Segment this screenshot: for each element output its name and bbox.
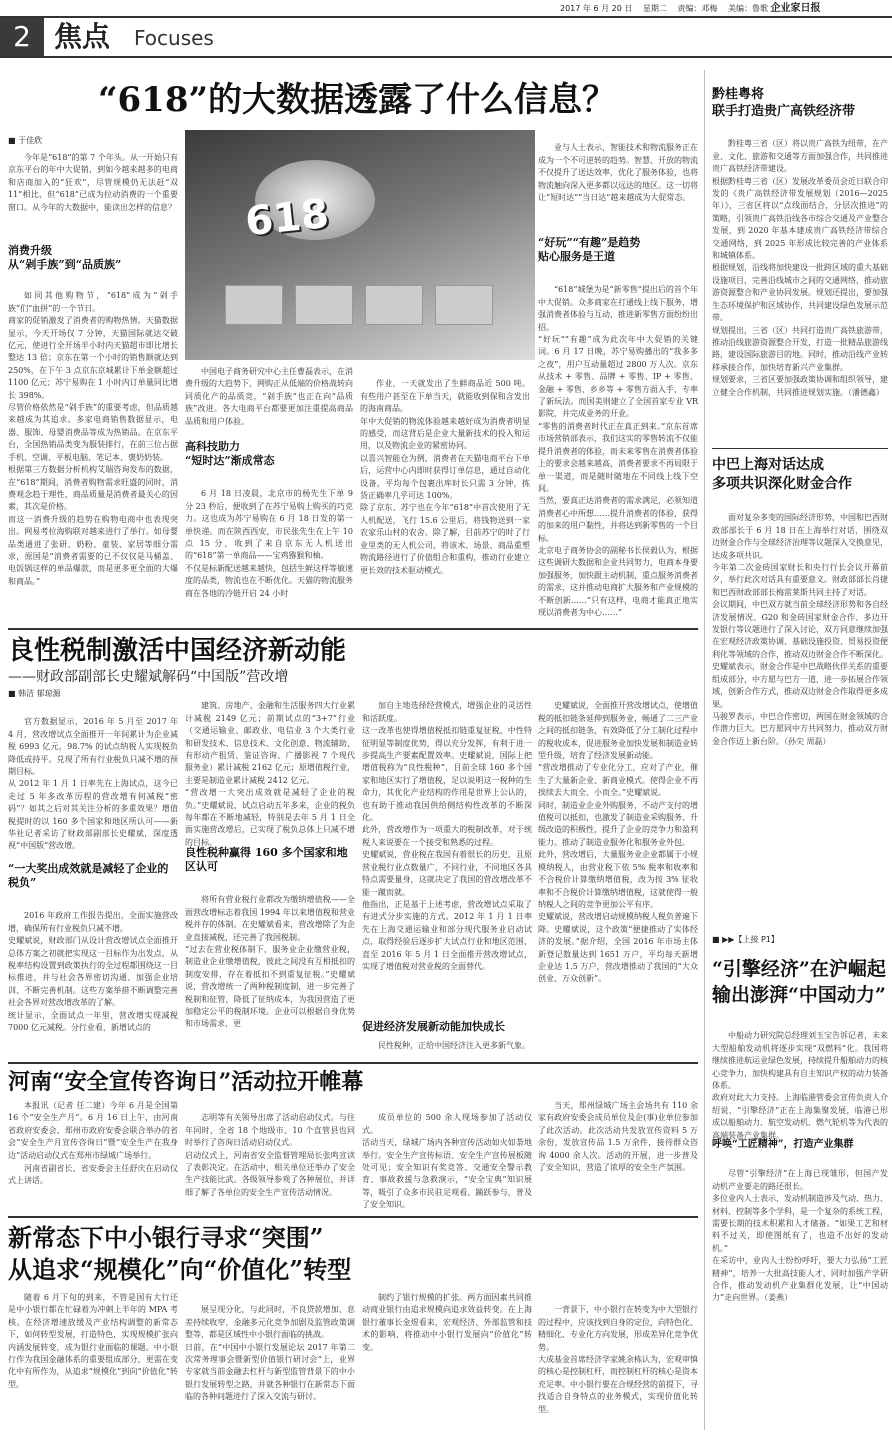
paragraph: 河南省副省长、省安委会主任舒庆在启动仪式上讲话。 bbox=[8, 1164, 178, 1186]
article-tax-col4 bbox=[538, 688, 698, 1058]
page-number: 2 bbox=[0, 18, 44, 56]
paragraph: 民性税种，正给中国经济注入更多新气象。 bbox=[378, 1041, 530, 1050]
article-618-col4b bbox=[538, 272, 698, 624]
paragraph: 如同其他购物节，“618”成为“剁手族”们“血拼”的一个节日。 商家的促销激发了消费者的购物热情。天猫数据显示，今天开场仅 7 分钟，天猫国际就达交破亿元，使进行全开场半小时内天猫超市即比增长整达 13 倍；京东在第一个小时的销售额就达到 250%，在下午 3 点京东京城累计下单金额超过 1100 亿元；苏宁易购在 1 小时内订单量同比增长 398%。 尽管价格依然是“剁手族”的重要考虑，但品质越来越成为其追求。多家电商销售数据显示，电器、服饰、母婴消费品等成为热销品。在京东平台，全国热销品类变为服装排行，在前三位占据手机、空调、平板电脑、笔记本、褒奶奶装。 根据第三方数据分析机构艾瑞咨询发布的数据，在“618”期间，消费者购物需求旺盛的同时，消费观念趋于理性，商品质量是消费者最关心的因素，其次是价格。 而这一消费升级的趋势在购物电商中也表现突出。网易考拉海购联对越来进行了举行。如母婴品类通进了张研、奶粉、童装、家居等细分需求，原国是“消费者需要的已不仅仅是马桶盖、电饭锅这样的单品爆款，而是更多更全面的大爆和商品。” bbox=[8, 291, 178, 586]
article-618-col2b bbox=[185, 476, 353, 624]
paragraph: 加自主地选择经营模式，增强企业的灵活性和活跃度。 这一改革也使得增值税抵扣链重复征税，中性特征明显等制度优势，得以充分发挥，有利于进一步提高生产要素配置效率。史耀斌说，国际上把增值税称为“良性税种”，目前全球 160 多个国家和地区实行了增值税，足以说明这一税种的生命力，其优化产业结构的作用是世界上公认的，也有助于推动我国供给侧结构性改革的不断深化。 此外，营改增作为一项重大的税制改革，对于统税人来说要在一个接受和熟悉的过程。 史耀斌说，营业税在我国有着很长的历史，且原营业税行业点数量广，不同行业，不同地区各具特点需要量身，这就决定了我国的营改增改革不能一蹴而就。 他指出，正是基于上述考虑，营改增试点采取了有进式分步实施的方式。2012 年 1 月 1 日率先在上海交通运输业和部分现代服务业启动试点，取得经验后逐步扩大试点行业和地区范围，直至 2016 年 5 月 1 日全面推开营改增试点，实现了增值税对营业税的全面替代。 bbox=[362, 701, 532, 971]
paragraph: 中国电子商务研究中心主任曹磊表示，在消费升级的大趋势下，网购正从低端的价格战转向同质化产的品质竞，“剁手族”也正在向“品质族”改进。各大电商平台都要更加注重提高商品品质和用户体验。 bbox=[185, 367, 353, 426]
article-tax-sub2: 良性税种赢得 160 多个国家和地区认可 bbox=[185, 846, 348, 873]
article-tax-author: ■ 韩洁 郁琼源 bbox=[8, 689, 61, 698]
paragraph: 黔桂粤三省（区）将以贵广高铁为纽带，在产业、文化、旅游和交通等方面加强合作，共同推进贵广高铁经济带建设。 根据黔桂粤三省（区）发展改革委员会近日联合印发的《贵广高铁经济带发展规划（2016—2025 年）》，三省区将以“点线面结合，分层次推进”的策略，引领贵广高铁沿线各市综合交通及产业整合发展，到 2020 年基本建成贵广高铁经济带综合交通网络，到 2025 年形成比较完善的产业体系和城镇体系。 根据规划，沿线将加快建设一批跨区域的重大基础设施项目，完善沿线城市之间的交通网络，推动旅游资源整合和产业协同发展。规划还提出，要加强生态环境保护和区域协作，共同建设绿色发展示范带。 规划提出，三省（区）共同打造贵广高铁旅游带，推动沿线旅游资源整合开发，打造一批精品旅游线路，建设国际旅游目的地。同时，推动沿线产业转移承接合作，加快培育新兴产业集群。 规划要求，三省区要加强政策协调和组织领导，建立健全合作机制，共同推进规划实施。（潘德鑫） bbox=[712, 139, 888, 397]
divider bbox=[8, 1062, 698, 1064]
newspaper-name: 企业家日报 bbox=[770, 3, 821, 14]
paragraph: 一背景下，中小银行在转变为中大型银行的过程中，应该找到自身的定位，向特色化、精细化、专业化方向发展，形成差异化竞争优势。 大成基金首席经济学家姚余栋认为，宏观审慎的核心是控制杠杆，而控制杠杆的核心是资本充足率。中小银行要在合规经营的前提下，寻找适合自身特点的业务模式，实现价值化转型。 bbox=[538, 1305, 698, 1414]
paragraph: 中船动力研究院总经理刘玉宝告诉记者，未来大型船舶发动机将逐步实现“双燃料”化。我国将继续推进航运业绿色发展，持续提升船舶动力的核心竞争力，加快构建具有自主知识产权的动力装备体系。 政府对此大力支持。上海临港管委会宣传负责人介绍说，“引擎经济”正在上海集聚发展，临港已形成以船舶动力、航空发动机、燃气轮机等为代表的高端装备产业集群。 bbox=[712, 1031, 888, 1140]
paragraph: 制约了银行规模的扩张。两方面因素共同推动商业银行由追求规模向追求效益转变。在上海银行董事长金煜看来，宏观经济、外部监管和技术的影响，将推动中小银行发展向“价值化”转变。 bbox=[362, 1293, 532, 1352]
divider bbox=[712, 448, 888, 449]
promo-poster-title: 618 bbox=[243, 190, 331, 246]
article-tax-col3b bbox=[362, 1040, 532, 1058]
article-china-brazil-body bbox=[712, 500, 888, 920]
article-tax-col3a bbox=[362, 688, 532, 1014]
promo-tag bbox=[365, 285, 423, 325]
article-618-sub3: “好玩”“有趣”是趋势 贴心服务是王道 bbox=[538, 236, 641, 263]
article-guiguang-title: 黔桂粤将 联手打造贵广高铁经济带 bbox=[712, 87, 856, 119]
article-tax-sub3: 促进经济发展新动能加快成长 bbox=[362, 1020, 505, 1033]
paragraph: 当天，郑州绿城广场主会场共有 110 余家有政府安委会成员单位及企(事)业单位参加了此次活动。此次活动共发放宣传资料 5 万余份，发放宣传品 1.5 万余件，接待群众咨询 4000 余人次。活动的开展，进一步普及了安全知识，营造了浓厚的安全生产氛围。 bbox=[538, 1101, 698, 1173]
paragraph: 成员单位的 500 余人现场参加了活动仪式。 活动当天，绿城广场内各种宣传活动如火如荼地举行。安全生产宣传标语、安全生产宣传展板随处可见；安全知识有奖竞答、交通安全警示教育、事故救援与急救演示，“安全宝典”知识展等，吸引了众多市民驻足观看、踊跃参与，普及了安全知识。 bbox=[362, 1113, 532, 1210]
page-meta bbox=[560, 2, 890, 16]
article-bank-col4 bbox=[538, 1292, 698, 1432]
paragraph: 展呈现分化，与此同时，不良贷款增加、息差持续收窄，金融多元化竞争加剧及监管政策调整等，都是区域性中小银行面临的挑战。 日前，在“中国中小银行发展论坛 2017 年第二次常务理事会暨新型价值银行研讨会”上，业界专家就当前金融去杠杆与新型监管背景下的中小银行发展转型之路，并就各种银行在新常态下面临的各种问题进行了深入交流与研讨。 bbox=[185, 1305, 355, 1402]
paragraph: 业与人士表示，智能技术和物流服务正在成为一个不可逆转的趋势。智慧、开放的物流不仅提升了送达效率，优化了服务体验，也将物流触向深入更多都以远达的地区。这一切将让“短时达”“当日达”越来越成为大促常态。 bbox=[538, 143, 698, 203]
article-tax-subtitle: ——财政部副部长史耀斌解码“中国版”营改增 bbox=[8, 669, 289, 685]
continued-label: ■ ▶▶【上接 P1】 bbox=[712, 935, 779, 944]
article-618-lead bbox=[8, 152, 178, 240]
promo-poster-image bbox=[185, 130, 535, 360]
article-618-sub1: 消费升级 从“剁手族”到“品质族” bbox=[8, 244, 122, 271]
article-engine-sub: 呼唤“工匠精神”，打造产业集群 bbox=[712, 1139, 854, 1150]
article-bank-title: 新常态下中小银行寻求“突围” 从追求“规模化”向“价值化”转型 bbox=[8, 1223, 352, 1284]
article-bank-col1 bbox=[8, 1292, 178, 1432]
article-618-col4a bbox=[538, 130, 698, 230]
paragraph: 作业，一天就发出了生鲜商品近 500 吨。有些用户甚至在下单当天，就能收到保和含发出的海南商品。 年中大促销的物流体验越来越好成为消费者明显的感受，而这背后是企业大量新技术的投入和运用，以及物流企业的紧密协同。 以喜兴智能仓为例，消费者在天猫电商平台下单后，运营中心内即时获得订单信息，通过自动化设备，平均每个包裹出库时长只需 3 分钟，拣货正确率几乎可达 100%。 除了京东、苏宁也在今年“618”中首次使用了无人机配送，飞行 15.6 公里后，将钱物送到一家农家乐山村的农舍。除了解，目前苏宁的时了行业里类的无人机公司，将该术、场景、商品重塑物流路径进行了价值组合和重构，推动行业建立更长效的技术驱动模式。 bbox=[360, 379, 530, 575]
article-engine-title: “引擎经济”在沪崛起 输出澎湃“中国动力” bbox=[712, 958, 886, 1006]
article-tax-col2a bbox=[185, 688, 355, 847]
article-618-col3 bbox=[360, 366, 530, 624]
paragraph: 将所有营业税行业都改为缴纳增值税——全面营改增标志着我国 1994 年以来增值税和营业税并存的体制。在史耀斌看来，营改增除了为企业直接减税，还完善了我国税制。 “过去在营业税体制下，服务业企业缴营业税，制造业企业缴增值税，彼此之间没有互相抵扣的制度安排，存在着抵扣不到重复征税。”史耀斌说，营改增统一了两种税制度制，进一步完善了税制和征管，降低了征纳成本，为我国营造了更加稳定公平的税制环境。企业可以根据自身优势和市场需求，更 bbox=[185, 895, 355, 1029]
paragraph: 尽管“引擎经济”在上海已现雏形，但国产发动机产业要走的路还很长。 多位业内人士表示，发动机制造涉及气动、热力、材料、控制等多个学科，是一个复杂的系统工程，需要长期的技术积累和人才储备。“如果工艺和材料不过关，即使图纸有了，也造不出好的发动机。” 在采访中，业内人士纷纷呼吁，要大力弘扬“工匠精神”，培养一大批高技能人才，同时加强产学研合作，推动发动机产业集群化发展，让“中国动力”走向世界。（姜燕） bbox=[712, 1169, 888, 1303]
article-safety-col1 bbox=[8, 1100, 178, 1212]
divider bbox=[8, 628, 698, 630]
paragraph: 6 月 18 日凌晨，北京市的杨先生下单 9 分 23 秒后，便收到了在苏宁易购上购买的巧克力。这也成为苏宁易购在 6 月 18 日发的第一单快递。而在陕西西安，市民张先生在上午 10 点 15 分，收到了来自京东无人机送出的“618”第一单商品——宝鸡猕猴和柚。 不仅是标新配送越来越快，包括生鲜这样等敏速度的品类，物流也在不断优化。天猫的物流服务商在各地的冷链开启 24 小时 bbox=[185, 489, 353, 598]
paragraph: 本报讯（记者 任二建）今年 6 月是全国第 16 个“安全生产月”。6 月 16 日上午，由河南省政府安委会、郑州市政府安委会联合举办的省会“安全生产月宣传咨询日”暨“安全生产在我身边”活动启动仪式在郑州市绿城广场举行。 bbox=[8, 1101, 178, 1160]
article-safety-col2 bbox=[185, 1100, 355, 1212]
column-divider bbox=[704, 70, 705, 1430]
article-tax-col1a bbox=[8, 704, 178, 856]
article-safety-col3 bbox=[362, 1100, 532, 1212]
article-tax-sub1: “一大奖出成效就是减轻了企业的税负” bbox=[8, 862, 169, 889]
paragraph: 史耀斌说，全面推开营改增试点，使增值税的抵扣链条延伸到服务业，畅通了二三产业之间的抵扣链条，有效降低了分工制化过程中的税收成本，促进服务业加快发展和制造业转型升级，培育了经济发展新动能。 “营改增推动了专业化分工，应对了产业，催生了大量新企业、新商业模式。使得企业不再挨续去大而全、小而全。”史耀斌说。 同时，制造业企业外购服务，不动产支付的增值税可以抵扣，也激发了制造业采购服务、升级改造的积极性，提升了企业的竞争力和盈利能力。推动了制造业服务化和服务业外包。 此外，营改增后，大量服务业企业都属于小规模纳税人，由营业税下依 5% 税率和收率和不合税价计算缴纳增值税，改为按 3% 征收率和不合税价计算缴纳增值税，这就使得一般纳税人之间的竞争更加公平有序。 史耀斌说，营改增启动规模纳税人税负普遍下降。史耀斌说，这个政策“便捷推动了实体经济的发展。”据介绍，全国 2016 年市场主体新登记数量达到 1651 万户，平均每天新增企业达 1.5 万户，营改增推动了我国的“大众创业、万众创新”。 bbox=[538, 701, 698, 984]
article-618-col1 bbox=[8, 278, 178, 623]
article-safety-title: 河南“安全宣传咨询日”活动拉开帷幕 bbox=[8, 1069, 364, 1095]
promo-tag bbox=[435, 285, 493, 325]
article-china-brazil-title: 中巴上海对话达成 多项共识深化财金合作 bbox=[712, 457, 852, 492]
paragraph: 2016 年政府工作报告提出，全面实施营改增，确保所有行业税负只减不增。 史耀斌说，财政部门从设计营改增试点全面推开总体方案之初就把实现这一目标作为出发点，从税率结构设置到政策执行的全过程都围绕这一目标推进，并与社会各界密切沟通、加强企业培训、不断完善机制。这些方案举措不断调整完善社会各界对营改增改革的了解。 统计显示，全面试点一年里，营改增实现减税 7000 亿元减税。分行业看，新增试点的 bbox=[8, 911, 178, 1033]
paragraph: 面对复杂多变的国际经济形势，中国和巴西财政部部长于 6 月 18 日在上海举行对话，围绕双边财金合作与全球经济治理等议题深入交换意见，达成多项共识。 今年第二次金砖国家财长和央行行长会议开幕前夕，举行此次对话具有重要意义。财政部部长肖捷和巴西财政部部长梅雷莱斯共同主持了对话。 会议期间，中巴双方就当前全球经济形势和各自经济发展情况、G20 和金砖国家财金合作、多边开发银行等议题进行了深入讨论，双方同意继续加强在宏观经济政策协调、基础设施投资、贸易投资便利化等领域的合作，推动双边财金合作不断深化。 史耀斌表示，财金合作是中巴战略伙伴关系的重要组成部分，中方愿与巴方一道，进一步拓展合作领域，创新合作方式，推动双边财金合作取得更多成果。 马骏罗表示，中巴合作密切，两国在财金领域的合作潜力巨大。巴方愿同中方共同努力，推动双方财金合作迈上新台阶。（孙尖 周磊） bbox=[712, 513, 888, 746]
article-tax-col2b bbox=[185, 882, 355, 1058]
paragraph: 今年是“618”的第 7 个年头。从一开始只有京东平台的年中大促销，到如今越来越多的电商和店商加入的“狂欢”，尽管规模仍无法赶“双 11”相比，但“618”已成为拉动消费的一个重要窗口。从今年的大数据中，能读出怎样的信息？ bbox=[8, 153, 178, 212]
article-engine-body bbox=[712, 1018, 888, 1140]
paragraph: 志明等有关领导出席了活动启动仪式。与往年同时，全省 18 个地级市、10 个直管县也同时举行了咨询日活动启动仪式。 启动仪式上，河南省安全监督管理局长张鸣宣读了表彰决定。在活动中，相关单位还举办了安全生产技能比武。各级领导参观了各种展位，并详细了解了各单位的安全生产宣传活动情况。 bbox=[185, 1113, 355, 1197]
article-guiguang-body bbox=[712, 126, 888, 442]
divider bbox=[8, 1216, 698, 1218]
article-618-sub2: 高科技助力 “短时达”渐成常态 bbox=[185, 440, 275, 467]
article-618-author: ■ 于佳欣 bbox=[8, 136, 43, 145]
paragraph: 随着 6 月下旬的到来，不管是国有大行还是中小银行都在忙碌着为冲刺上半年的 MPA 考核。在经济增速放缓及产业结构调整的新常态下，如何转型发展，打造特色，实现规模扩张向内涵发展转变，成为银行业面临的课题。中小银行作为我国金融体系的重要组成部分，更需在变化中有所作为，从追求“规模化”到向“价值化”转型。 bbox=[8, 1293, 178, 1389]
paragraph: “618”城堡为是“新零售”提出后的首个年中大促销。众多商家在打通线上线下服务，增强消费者体验与互动，推进新零售方面纷纷出招。 “好玩”“有趣”成为此次年中大促销的关键词。6 月 17 日晚，苏宁易购播出的“我多多之夜”，用户互动量超过 2800 万人次。京东从技术 + 零售、品牌 + 零售、IP + 零售、金融 + 零售、乡乡等 + 零售方面入手，专率了新玩法。而国美则建立了全国首家专业 VR 影院，并完成业务的开业。 “零售的消费者时代正在真正到来。”京东首席市场营销部表示，我们这实的零售转流不仅能提升消费者的体验，而未来零售在消费者体验上的要求会越来越高，消费者要求不再局限于单一渠道，而是随时随地在不同线上线下空间。 当然，要真正达消费者的需求满足，必须知道消费者心中所想……提升消费者的体验，获得的加来的用户黏性，并将达到新零售的一个目标。 北京电子商务协会的副秘书长侯毅认为，根据这些调研大数据和企业共同努力，电商本身要加强服务，加快跟主动机制，重点服务消费者的需求，这并推动电商扩大服务和产业规模的不断创新……“只有这样，电商才能真正地实现以消费者为中心……” bbox=[538, 285, 698, 617]
article-bank-col3 bbox=[362, 1292, 532, 1432]
article-tax-title: 良性税制激活中国经济新动能 bbox=[8, 636, 347, 666]
paragraph: 官方数据显示，2016 年 5 月至 2017 年 4 月，营改增试点全面推开一年间累计为企业减税 6993 亿元，98.7% 的试点纳税人实现税负降低或持平。兑现了所有行业税负只减不增的预期目标。 从 2012 年 1 月 1 日率先在上海试点，这今已走过 5 年多改革历程的营改增有何减税“密码”？如其之后对其关注分析的多重效果？增值税提时的以 160 多个国家和地区所认可——新华社记者采访了财政部副部长史耀斌，深度透视“中国版”营改增。 bbox=[8, 717, 178, 851]
article-engine-body2 bbox=[712, 1156, 888, 1432]
article-618-title: “618”的大数据透露了什么信息？ bbox=[97, 80, 617, 120]
promo-tag bbox=[295, 285, 353, 325]
article-safety-col4 bbox=[538, 1100, 698, 1212]
article-bank-col2 bbox=[185, 1292, 355, 1432]
section-banner bbox=[0, 16, 892, 58]
article-618-col2a bbox=[185, 366, 353, 438]
section-title-zh: 焦点 bbox=[54, 20, 111, 53]
section-title-en: Focuses bbox=[134, 26, 214, 50]
promo-tag bbox=[225, 285, 283, 325]
paragraph: 建筑、房地产、金融和生活服务四大行业累计减税 2149 亿元；前期试点的“3+7”行业（交通运输业、邮政业、电信业 3 个大类行业和研发技术、信息技术、文化创意、物流辅助、有形动产租赁、鉴证咨询、广播影视 7 个现代服务业）累计减税 2162 亿元；原增值税行业，主要是制造业累计减税 2412 亿元。 “营改增一大突出成效就是减轻了企业的税负。”史耀斌说，试点启动五年多来，企业的税负每年都在不断地减轻，特别是去年 5 月 1 日全面实施营改增后，已实现了税负总体上只减不增的目标。 bbox=[185, 701, 355, 847]
issue-info: 2017 年 6 月 20 日 星期二 责编：邓梅 美编：鲁歌 bbox=[560, 4, 768, 13]
article-tax-col1b bbox=[8, 898, 178, 1058]
